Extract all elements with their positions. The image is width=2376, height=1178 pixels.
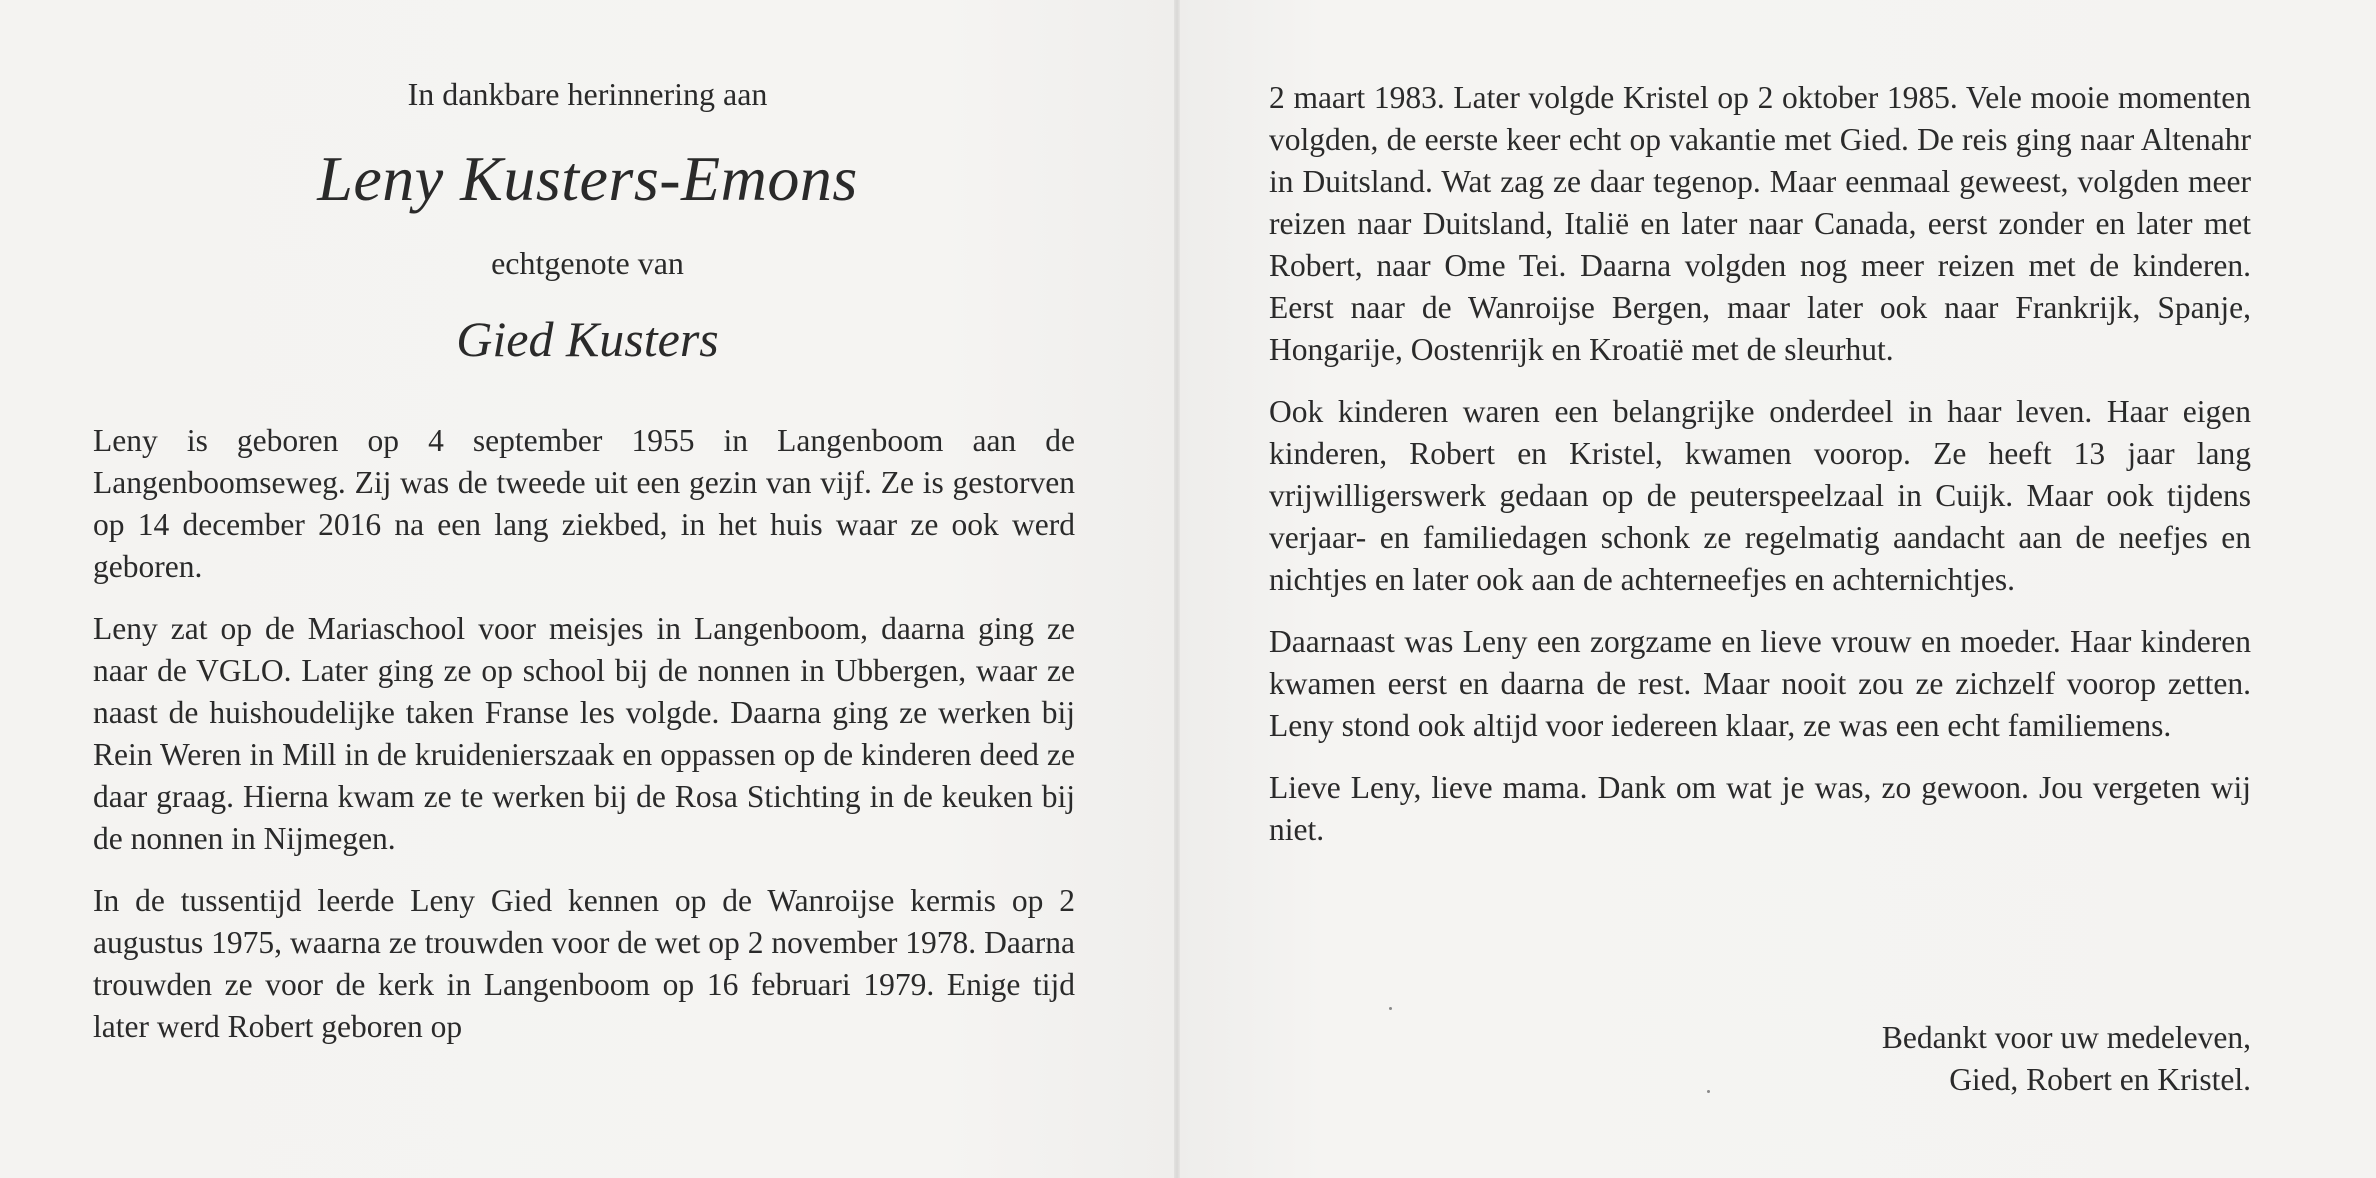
paragraph-children: Ook kinderen waren een belangrijke onderdeel in haar leven. Haar eigen kinderen, Robert en Kristel, kwamen voorop. Ze heeft 13 jaar lang vrijwilligerswerk gedaan op de peuterspeelzaal in Cuijk. Maar ook tijdens verjaar- en familiedagen schonk ze regelmatig aandacht aan de neefjes en nichtjes en later ook aan de achterneefjes en achternichtjes. <box>1269 394 2251 597</box>
memory-line: In dankbare herinnering aan <box>407 76 768 112</box>
left-text-column <box>93 420 1075 1068</box>
paper-speck <box>1707 1090 1710 1093</box>
paragraph-school-work: Leny zat op de Mariaschool voor meisjes in Langenboom, daarna ging ze naar de VGLO. Later ging ze op school bij de nonnen in Ubbergen, waar ze naast de huishoudelijke taken Franse les volgde. Daarna ging ze werken bij Rein Weren in Mill in de kruidenierszaak en oppassen op de kinderen deed ze daar graag. Hierna kwam ze te werken bij de Rosa Stichting in de keuken bij de nonnen in Nijmegen. <box>93 611 1075 856</box>
spouse-name: Gied Kusters <box>456 311 719 367</box>
closing-signature <box>1269 1017 2251 1101</box>
paragraph-birth: Leny is geboren op 4 september 1955 in Langenboom aan de Langenboomseweg. Zij was de tweede uit een gezin van vijf. Ze is gestorven op 14 december 2016 na een lang ziekbed, in het huis waar ze ook werd geboren. <box>93 423 1075 584</box>
right-text-column <box>1269 77 2251 871</box>
deceased-name: Leny Kusters-Emons <box>317 143 858 214</box>
spouse-intro: echtgenote van <box>491 245 684 281</box>
signatories: Gied, Robert en Kristel. <box>1949 1062 2251 1097</box>
paragraph-farewell: Lieve Leny, lieve mama. Dank om wat je was, zo gewoon. Jou vergeten wij niet. <box>1269 770 2251 847</box>
paragraph-character: Daarnaast was Leny een zorgzame en lieve vrouw en moeder. Haar kinderen kwamen eerst en daarna de rest. Maar nooit zou ze zichzelf voorop zetten. Leny stond ook altijd voor iedereen klaar, ze was een echt familiemens. <box>1269 624 2251 743</box>
paragraph-marriage: In de tussentijd leerde Leny Gied kennen op de Wanroijse kermis op 2 augustus 1975, waarna ze trouwden voor de wet op 2 november 1978. Daarna trouwden ze voor de kerk in Langenboom op 16 februari 1979. Enige tijd later werd Robert geboren op <box>93 883 1075 1044</box>
paragraph-travels: 2 maart 1983. Later volgde Kristel op 2 oktober 1985. Vele mooie momenten volgden, de eerste keer echt op vakantie met Gied. De reis ging naar Altenahr in Duitsland. Wat zag ze daar tegenop. Maar eenmaal geweest, volgden meer reizen naar Duitsland, Italië en later naar Canada, eerst zonder en later met Robert, naar Ome Tei. Daarna volgden nog meer reizen met de kinderen. Eerst naar de Wanroijse Bergen, maar later ook naar Frankrijk, Spanje, Hongarije, Oostenrijk en Kroatië met de sleurhut. <box>1269 80 2251 367</box>
paper-speck <box>1389 1007 1392 1010</box>
thanks-line: Bedankt voor uw medeleven, <box>1881 1020 2251 1055</box>
